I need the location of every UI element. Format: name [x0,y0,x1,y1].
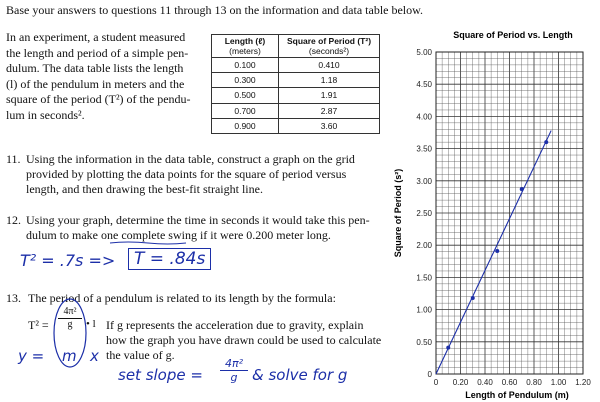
intro-line: the length and period of a simple pen- [6,45,189,60]
table-row [212,73,380,88]
data-point [471,296,475,300]
cell-tsq: 2.87 [279,103,380,118]
question-number: 12. [6,213,21,227]
cell-length: 0.500 [212,88,279,103]
question-number: 13. [6,291,21,305]
data-point [544,140,548,144]
intro-line: In an experiment, a student measured [6,30,186,44]
x-tick-label: 0.80 [526,378,542,387]
formula-rhs: • l [86,318,96,330]
y-tick-label: 5.00 [416,48,432,57]
x-tick-label: 0.20 [452,378,469,387]
intro-paragraph [6,30,206,123]
handwritten-y: y = [18,347,45,365]
y-tick-label: 0.50 [416,337,432,347]
col-header-period-title: Square of Period (T²) [286,36,372,46]
y-tick-label: 2.00 [416,241,432,251]
handwritten-numerator: 4π² [220,357,248,371]
y-tick-label: 4.00 [416,112,432,122]
data-point [495,249,499,253]
formula-denominator: g [67,319,73,330]
cell-length: 0.900 [212,118,279,133]
handwritten-x: x [90,347,99,365]
question-line: Using your graph, determine the time in seconds it would take this pen- [26,213,370,227]
question-12 [6,213,396,243]
table-row [212,58,380,73]
question-line: length, and then drawing the best-fit straight line. [26,182,263,196]
cell-tsq: 0.410 [279,58,380,73]
cell-length: 0.100 [212,58,279,73]
x-tick-label: 0.60 [501,378,518,387]
chart-ylabel: Square of Period (s²) [393,168,403,258]
graph [392,26,600,402]
intro-line: square of the period (T²) of the pendu- [6,92,191,106]
y-tick-label: 3.50 [416,144,432,154]
question-line: dulum to make one complete swing if it were 0.200 meter long. [26,228,331,242]
question-line: Using the information in the data table, construct a graph on the grid [26,152,355,166]
cell-tsq: 1.91 [279,88,380,103]
cell-length: 0.300 [212,73,279,88]
y-tick-label: 4.50 [416,80,432,90]
handwritten-m: m [62,347,77,365]
y-tick-label: 1.50 [416,273,432,283]
handwritten-answer-12b: T = .84s [128,248,211,270]
question-line: how the graph you have drawn could be used to calculate [106,333,382,347]
cell-tsq: 1.18 [279,73,380,88]
handwritten-answer-13-fraction [220,357,248,384]
chart-ticks [416,48,591,387]
handwritten-underline [108,240,188,246]
data-table [211,34,380,134]
chart-grid [436,52,583,374]
question-line: The period of a pendulum is related to its length by the formula: [28,291,336,305]
handwritten-denominator: g [230,371,238,384]
y-tick-label: 3.00 [416,176,432,186]
question-line: the value of g. [106,348,175,362]
handwritten-answer-13-pre: set slope = [118,366,203,384]
formula-numerator: 4π² [58,306,82,319]
table-row [212,88,380,103]
data-point [520,187,524,191]
y-tick-label: 0 [427,370,432,379]
intro-line: lum in seconds². [6,107,85,122]
chart-xlabel: Length of Pendulum (m) [465,390,569,400]
x-tick-label: 0.40 [477,378,493,387]
cell-length: 0.700 [212,103,279,118]
intro-line: (l) of the pendulum in meters and the [6,76,185,91]
chart-title: Square of Period vs. Length [453,30,573,40]
col-header-length-unit: (meters) [229,46,261,56]
question-line: If g represents the acceleration due to gravity, explain [106,318,364,332]
x-tick-label: 1.00 [550,378,567,387]
question-11 [6,152,396,197]
formula-lhs: T² = [28,318,49,332]
col-header-period-unit: (seconds²) [308,46,350,56]
handwritten-answer-13-post: & solve for g [252,366,348,384]
y-tick-label: 1.00 [416,305,432,315]
cell-tsq: 3.60 [279,118,380,133]
intro-line: dulum. The data table lists the length [6,61,184,75]
handwritten-answer-12a: T² = .7s => [20,251,116,270]
col-header-length [212,35,279,58]
table-row [212,118,380,133]
question-number: 11. [6,152,21,166]
x-tick-label: 1.20 [575,378,591,387]
col-header-length-title: Length (ℓ) [224,36,266,46]
table-row [212,103,380,118]
x-tick-label: 0 [433,378,439,387]
data-point [446,346,450,350]
instruction-header: Base your answers to questions 11 through 13 on the information and data table below. [6,3,424,17]
question-line: provided by plotting the data points for the square of period versus [26,167,347,181]
col-header-period [279,35,380,58]
y-tick-label: 2.50 [416,209,432,218]
